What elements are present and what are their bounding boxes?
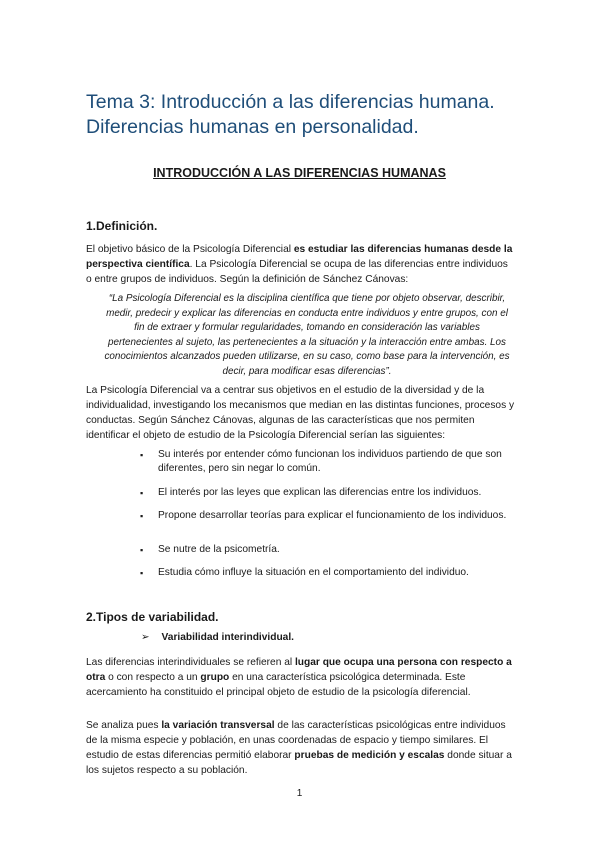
bold-text-run: grupo [200,672,230,683]
list-item [140,509,512,523]
list-item-text: El interés por las leyes que explican las diferencias entre los individuos. [158,487,482,498]
main-heading: INTRODUCCIÓN A LAS DIFERENCIAS HUMANAS [153,166,446,180]
text-run: donde situar a los sujetos respecto a su población. [86,750,512,776]
bullet-marker: ▪ [140,511,144,521]
paragraph-objectives: La Psicología Diferencial va a centrar sus objetivos en el estudio de la diversidad y de la individualidad, investigando los mecanismos que median en las distintas funciones, procesos y conductas. Según Sánchez Cánovas, algunas de las características que nos permiten identificar el objeto de estudio de la Psicología Diferencial serían las siguientes: [86,385,515,441]
text-run: o con respecto a un [105,672,201,683]
list-item [140,486,512,500]
bold-text-run: la variación transversal [161,720,275,731]
paragraph-interindividual [86,655,516,700]
list-item-text: Propone desarrollar teorías para explicar el funcionamiento de los individuos. [158,510,507,521]
document-title: Tema 3: Introducción a las diferencias humana. Diferencias humanas en personalidad. [86,91,495,138]
section-heading-variability: 2.Tipos de variabilidad. [86,610,219,624]
paragraph-transversal [86,718,516,778]
arrow-icon: ➢ [141,632,150,643]
definition-quote: “La Psicología Diferencial es la disciplina científica que tiene por objeto observar, describir, medir, predecir y explicar las diferencias en conducta entre individuos y entre grupos, con el fin de extraer y formular regularidades, tomando en consideración las variables pertenecientes al sujeto, las pertenecientes a la situación y la interacción entre ambas. Los conocimientos alcanzados pueden utilizarse, en su caso, como base para la intervención, es decir, para modificar esas diferencias”. [104,293,510,377]
text-run: en una característica psicológica determinada. Este acercamiento ha constituido el principal objeto de estudio de la psicología diferencial. [86,672,471,698]
list-item [140,566,512,580]
text-run: Se analiza pues [86,720,162,731]
bold-text-run: es estudiar las diferencias humanas desde la perspectiva científica [86,244,513,270]
subheading-interindividual [141,632,294,643]
text-run: . La Psicología Diferencial se ocupa de las diferencias entre individuos o entre grupos de individuos. Según la definición de Sánchez Cánovas: [86,259,508,285]
text-run: Las diferencias interindividuales se refieren al [86,657,295,668]
text-run: El objetivo básico de la Psicología Diferencial [86,244,294,255]
section-heading-definition: 1.Definición. [86,219,158,233]
bold-text-run: lugar que ocupa una persona con respecto a otra [86,657,512,683]
text-run: de las características psicológicas entre individuos de la misma especie y población, en unas coordenadas de espacio y tiempo similares. El estudio de estas diferencias permitió elaborar [86,720,506,761]
bullet-marker: ▪ [140,450,144,460]
bold-text-run: pruebas de medición y escalas [294,750,445,761]
list-item [140,543,512,557]
list-item-text: Estudia cómo influye la situación en el comportamiento del individuo. [158,567,469,578]
list-item-text: Su interés por entender cómo funcionan los individuos partiendo de que son diferentes, pero sin negar lo común. [158,449,502,474]
bullet-marker: ▪ [140,568,144,578]
paragraph-intro [86,242,516,287]
bullet-marker: ▪ [140,545,144,555]
list-item-text: Se nutre de la psicometría. [158,544,280,555]
bullet-marker: ▪ [140,488,144,498]
page-number: 1 [296,788,303,799]
list-item [140,448,512,476]
subheading-label: Variabilidad interindividual. [161,632,295,643]
